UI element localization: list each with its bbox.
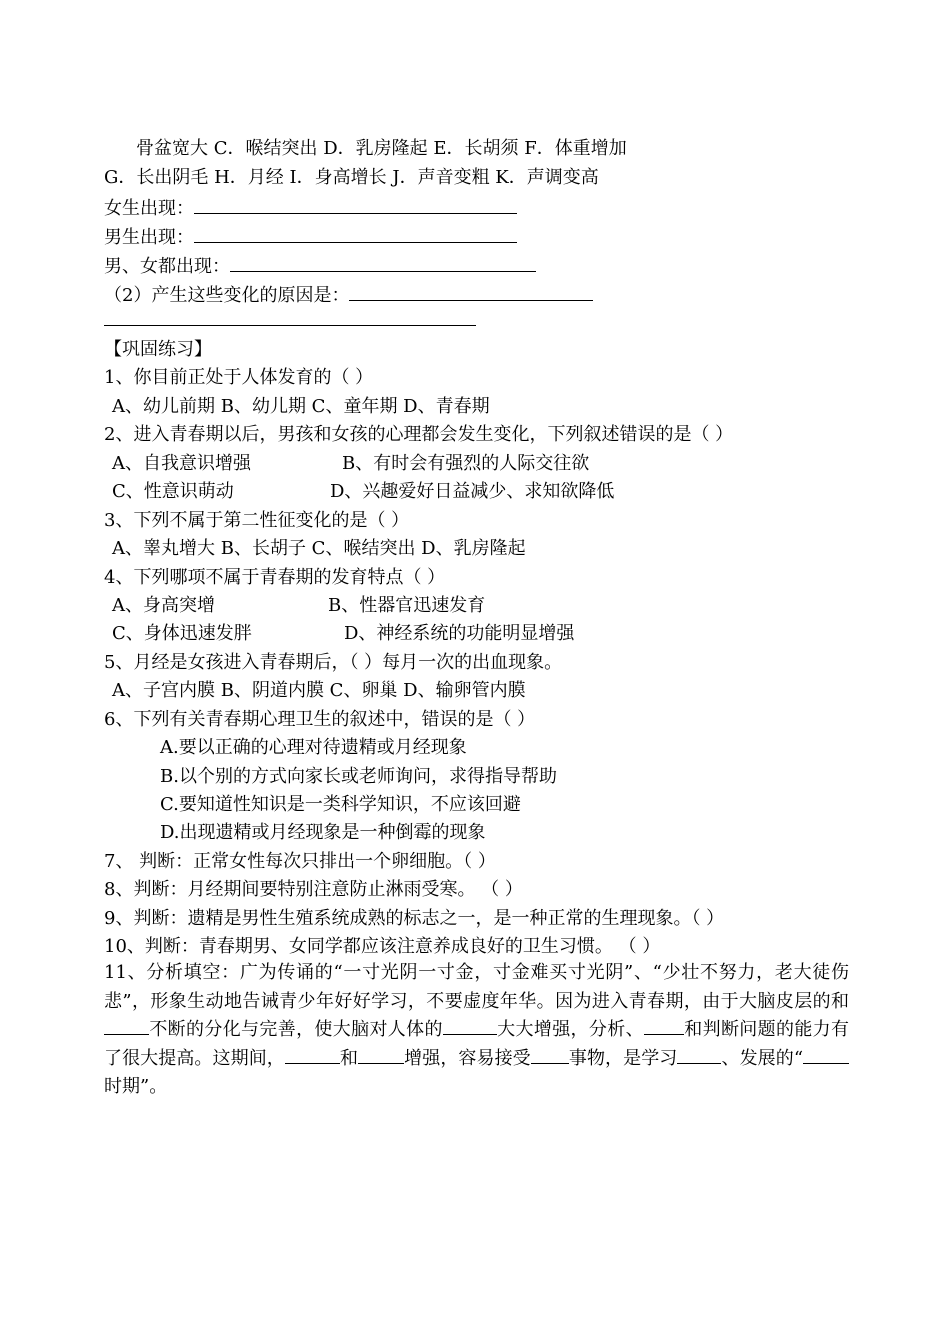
- question-2-option-c: C、性意识萌动: [112, 481, 234, 502]
- question-2-option-a: A、自我意识增强: [112, 453, 251, 474]
- reason-continuation-row: [104, 307, 476, 333]
- question-4: 4、下列哪项不属于青春期的发育特点（ ）: [104, 567, 446, 588]
- boys-answer-blank[interactable]: [194, 224, 517, 243]
- question-11-blank-4[interactable]: [285, 1045, 340, 1064]
- question-6: 6、下列有关青春期心理卫生的叙述中，错误的是（ ）: [104, 709, 536, 730]
- question-11-blank-1[interactable]: [104, 1016, 149, 1035]
- question-11-blank-8[interactable]: [803, 1045, 849, 1064]
- question-6-option-a: A.要以正确的心理对待遗精或月经现象: [160, 737, 467, 758]
- question-1: 1、你目前正处于人体发育的（ ）: [104, 367, 374, 388]
- question-11-blank-7[interactable]: [677, 1045, 721, 1064]
- question-11-blank-5[interactable]: [358, 1045, 404, 1064]
- question-1-options: A、幼儿前期 B、幼儿期 C、童年期 D、青春期: [112, 396, 490, 417]
- question-11-text-3: 大大增强，分析、: [496, 1019, 644, 1040]
- question-7: 7、 判断：正常女性每次只排出一个卵细胞。（ ）: [104, 851, 496, 872]
- question-6-option-d: D.出现遗精或月经现象是一种倒霉的现象: [160, 822, 486, 843]
- question-3-options: A、睾丸增大 B、长胡子 C、喉结突出 D、乳房隆起: [112, 538, 526, 559]
- question-6-option-b: B.以个别的方式向家长或老师询问，求得指导帮助: [160, 766, 557, 787]
- options-line-1: 骨盆宽大 C．喉结突出 D．乳房隆起 E．长胡须 F．体重增加: [136, 138, 627, 159]
- question-11-text-8: 、发展的“: [721, 1047, 804, 1069]
- question-11-text-4: 和判断问题的能力有了很大提高。这期间，: [104, 1019, 850, 1069]
- question-11-blank-2[interactable]: [443, 1016, 497, 1035]
- girls-label: 女生出现：: [104, 198, 194, 219]
- girls-row: [104, 195, 517, 221]
- question-8: 8、判断：月经期间要特别注意防止淋雨受寒。 （ ）: [104, 879, 523, 900]
- question-2-option-d: D、兴趣爱好日益减少、求知欲降低: [330, 481, 615, 502]
- question-11-text-6: 增强，容易接受: [404, 1047, 531, 1069]
- question-10: 10、判断：青春期男、女同学都应该注意养成良好的卫生习惯。 （ ）: [104, 936, 661, 957]
- question-3: 3、下列不属于第二性征变化的是（ ）: [104, 510, 410, 531]
- boys-row: [104, 224, 517, 250]
- question-4-option-c: C、身体迅速发胖: [112, 623, 252, 644]
- both-answer-blank[interactable]: [230, 253, 536, 272]
- section-title: 【巩固练习】: [104, 339, 212, 360]
- question-5-options: A、子宫内膜 B、阴道内膜 C、卵巢 D、输卵管内膜: [112, 680, 526, 701]
- question-5: 5、月经是女孩进入青春期后，（ ）每月一次的出血现象。: [104, 652, 563, 673]
- question-11-blank-6[interactable]: [531, 1045, 569, 1064]
- question-4-option-d: D、神经系统的功能明显增强: [344, 623, 575, 644]
- question-11-text-9: 时期”。: [104, 1076, 168, 1097]
- question-6-option-c: C.要知道性知识是一类科学知识，不应该回避: [160, 794, 521, 815]
- question-11-text-2: 不断的分化与完善，使大脑对人体的: [149, 1019, 443, 1040]
- question-11-text-7: 事物，是学习: [568, 1047, 678, 1069]
- question-2: 2、进入青春期以后，男孩和女孩的心理都会发生变化，下列叙述错误的是（ ）: [104, 424, 734, 445]
- question-11-blank-3[interactable]: [644, 1016, 684, 1035]
- boys-label: 男生出现：: [104, 227, 194, 248]
- options-line-2: G．长出阴毛 H．月经 I．身高增长 J．声音变粗 K．声调变高: [104, 167, 599, 188]
- question-11: [104, 959, 849, 1102]
- question-4-option-a: A、身高突增: [112, 595, 215, 616]
- both-row: [104, 253, 536, 279]
- both-label: 男、女都出现：: [104, 256, 230, 277]
- reason-answer-blank[interactable]: [349, 282, 593, 301]
- question-11-text-5: 和: [339, 1047, 359, 1069]
- reason-answer-blank-2[interactable]: [104, 307, 476, 326]
- question-2-option-b: B、有时会有强烈的人际交往欲: [342, 453, 590, 474]
- question-9: 9、判断：遗精是男性生殖系统成熟的标志之一，是一种正常的生理现象。（ ）: [104, 908, 725, 929]
- reason-label: （2）产生这些变化的原因是：: [104, 285, 350, 306]
- girls-answer-blank[interactable]: [194, 195, 517, 214]
- reason-row: [104, 282, 593, 308]
- question-11-text-1: 11、分析填空：广为传诵的“一寸光阴一寸金，寸金难买寸光阴”、“少壮不努力，老大徒伤悲”，形象生动地告诫青少年好好学习，不要虚度年华。因为进入青春期，由于大脑皮层的和: [104, 962, 849, 1012]
- question-4-option-b: B、性器官迅速发育: [328, 595, 486, 616]
